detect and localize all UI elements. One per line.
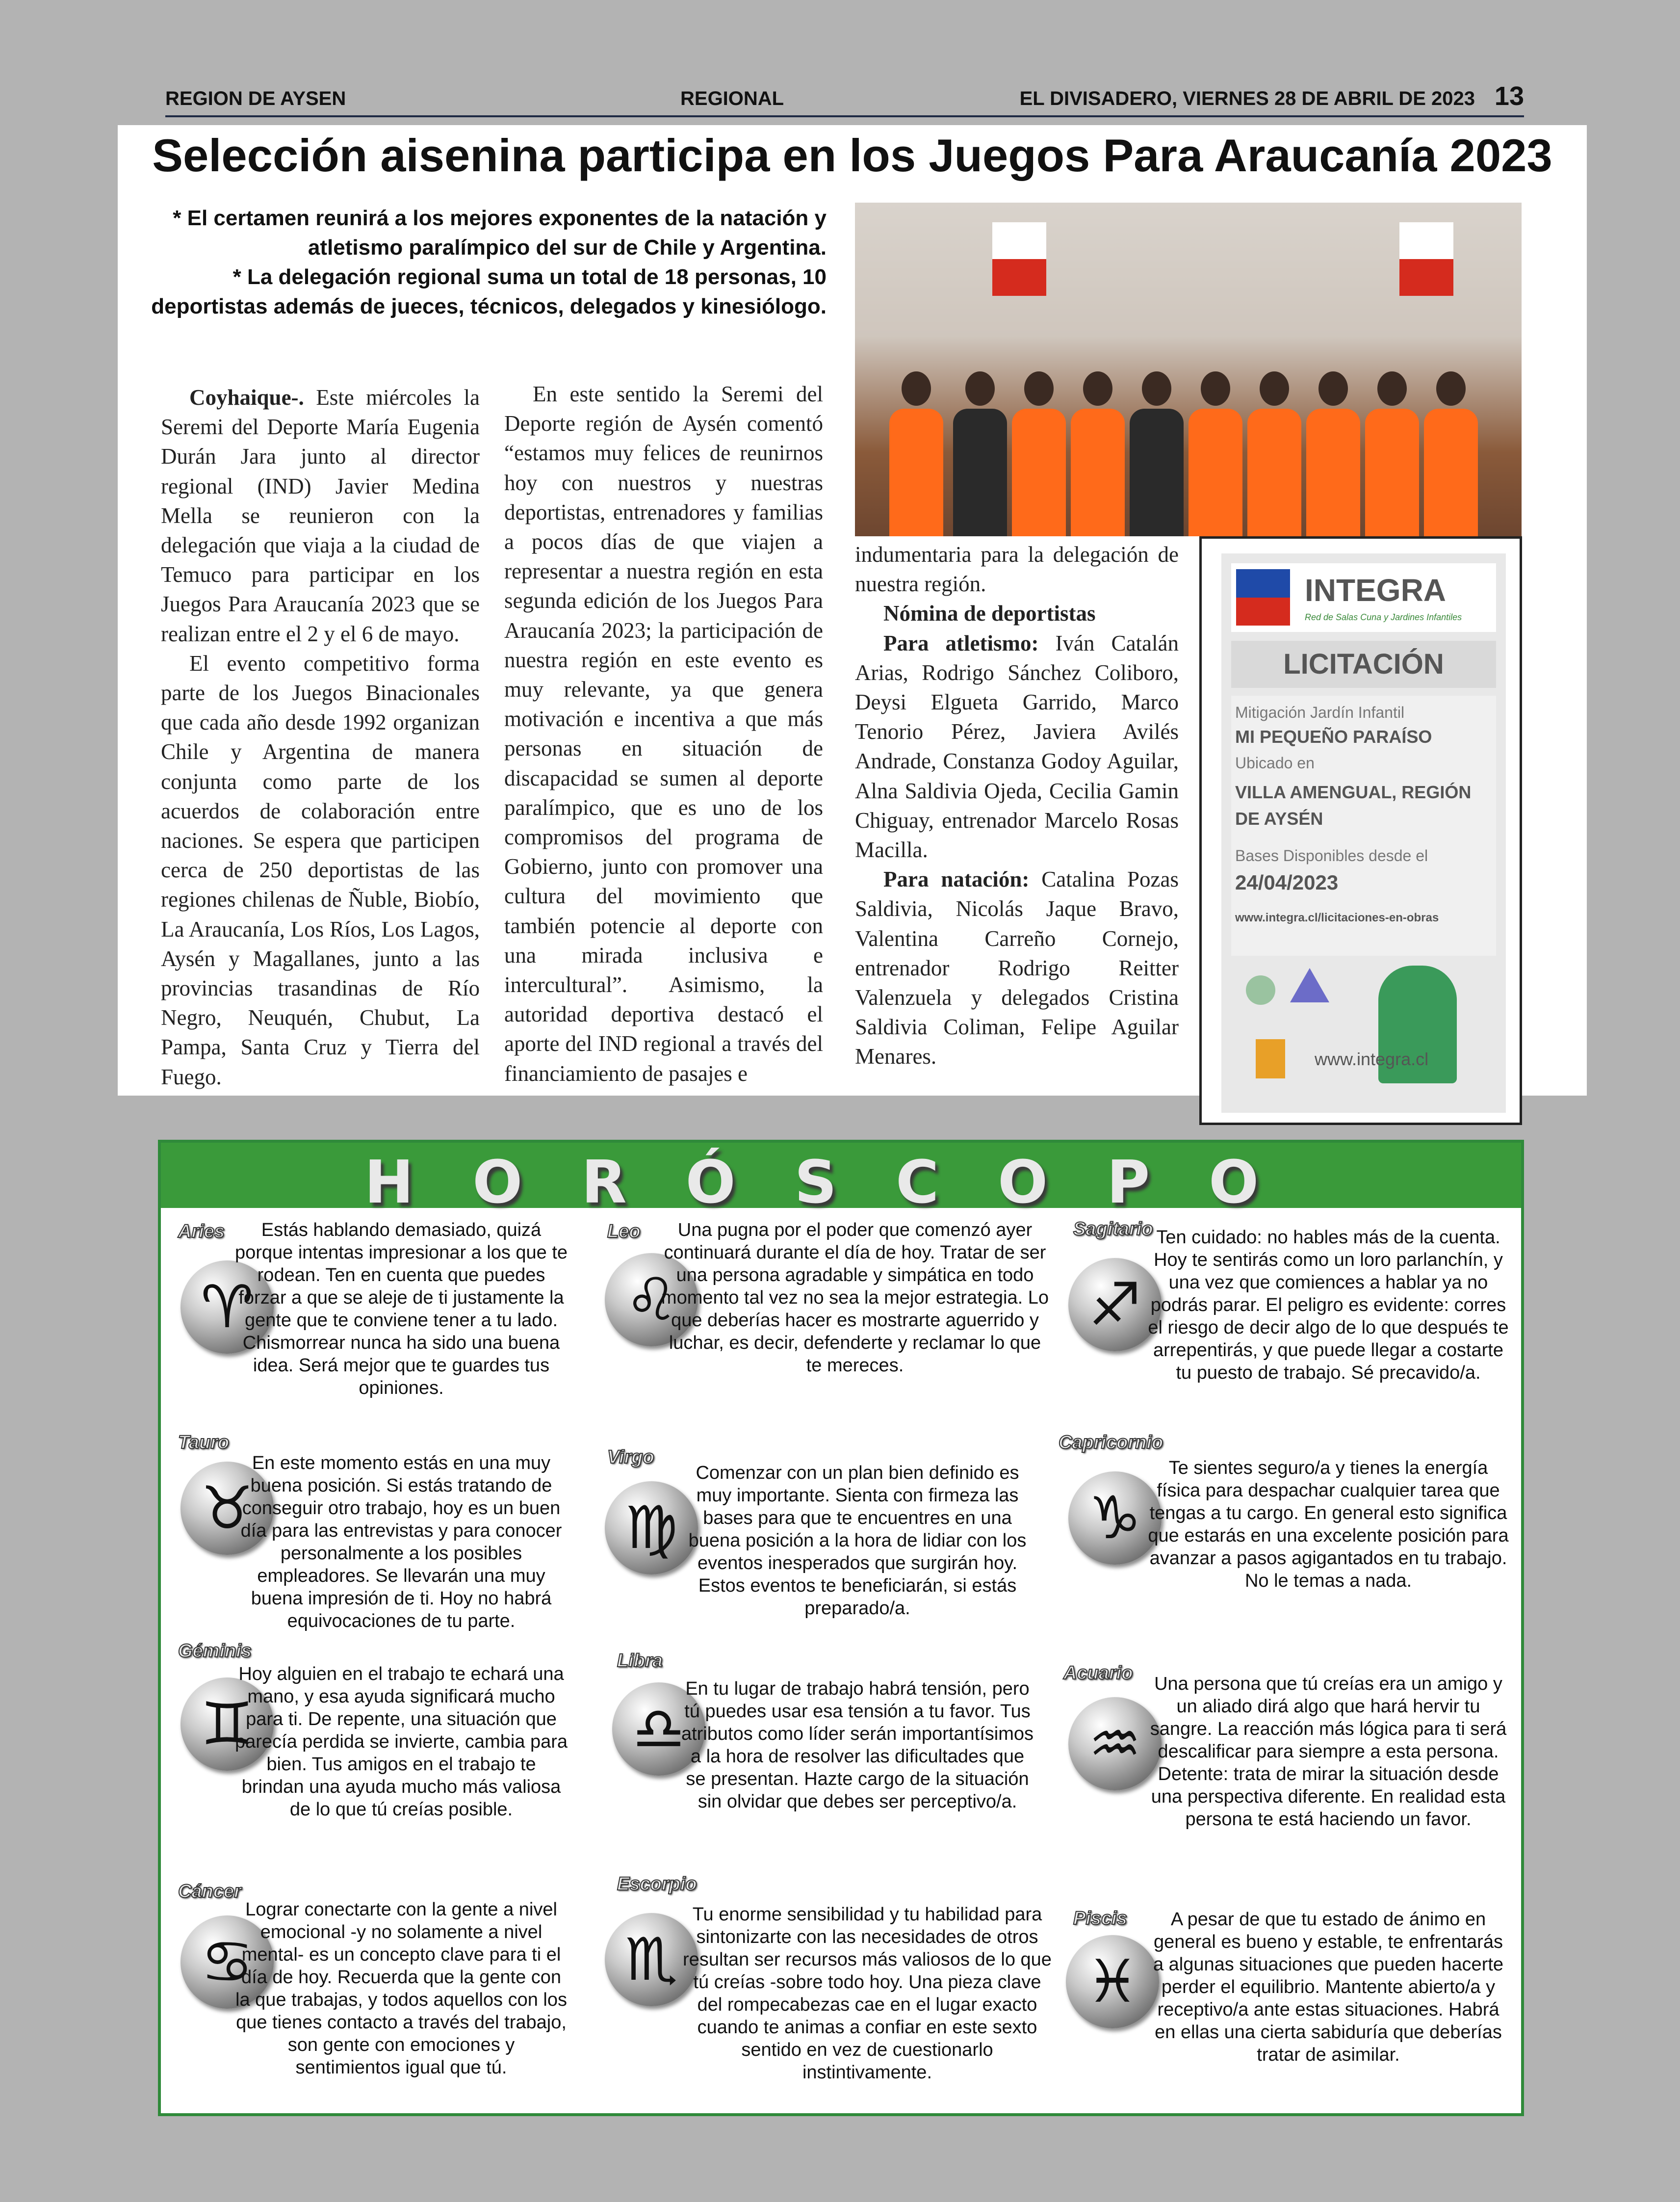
horoscope-text-libra: En tu lugar de trabajo habrá tensión, pero tú puedes usar esa tensión a tu favor. Tus atributos como líder serán importantísimos a la hora de resolver las dificultades que se presentan. Hazte cargo de la situación sin olvidar que debes ser perceptivo/a.	[681, 1678, 1034, 1812]
virgo-icon: ♍	[605, 1481, 698, 1574]
flag-banner-left	[992, 222, 1046, 296]
natacion-label: Para natación:	[883, 867, 1030, 892]
horoscope-text-acuario: Una persona que tú creías era un amigo y un aliado dirá algo que hará hervir tu sangre. La reacción más lógica para ti será descalificar para siempre a esta persona. Detente: trata de mirar la situación desde una perspectiva diferente. En realidad esta persona te está haciendo un favor.	[1150, 1674, 1507, 1830]
delegation-photo	[855, 203, 1522, 536]
page-number: 13	[1494, 81, 1524, 111]
leo-icon: ♌	[605, 1253, 698, 1346]
sign-name-acuario: Acuario	[1063, 1663, 1133, 1683]
pisces-icon: ♓	[1066, 1935, 1159, 2028]
page-header	[165, 81, 1524, 117]
gemini-icon: ♊	[181, 1678, 274, 1771]
col2-paragraph-1: En este sentido la Seremi del Deporte región de Aysén comentó “estamos muy felices de reunirnos hoy con nuestros y nuestras deportistas, entrenadores y familias a pocos días de que viajen a representar a nuestra región en esta segunda edición de los Juegos Para Araucanía 2023; la participación de nuestra región en este evento es muy relevante, ya que genera motivación e incentiva a que más personas en situación de discapacidad se sumen al deporte paralímpico, que es uno de los compromisos del programa de Gobierno, junto con promover una cultura del movimiento que también potencie al deporte con una mirada inclusiva e intercultural”. Asimismo, la autoridad deportiva destacó el aporte del IND regional a través del financiamiento de pasajes e	[504, 382, 823, 1086]
horoscope-text-geminis: Hoy alguien en el trabajo te echará una mano, y esa ayuda significará mucho para ti. De repente, una situación que parecía perdida se invierte, cambia para bien. Tus amigos en el trabajo te brindan una ayuda mucho más valiosa de lo que tú creías posible.	[234, 1664, 568, 1820]
athlete-figure	[953, 371, 1007, 536]
ad-date: 24/04/2023	[1235, 871, 1339, 894]
capricorn-icon: ♑	[1068, 1471, 1162, 1565]
sign-name-libra: Libra	[617, 1651, 663, 1671]
sign-name-virgo: Virgo	[607, 1447, 654, 1468]
horoscope-text-virgo: Comenzar con un plan bien definido es muy importante. Sienta con firmeza las bases para que te encuentres en una buena posición a la hora de lidiar con los eventos inesperados que surgirán hoy. Estos eventos te beneficiarán, si estás preparado/a.	[688, 1463, 1027, 1619]
ad-line-3: Ubicado en	[1235, 754, 1315, 772]
sign-name-tauro: Tauro	[178, 1432, 230, 1453]
ad-line-1: Mitigación Jardín Infantil	[1235, 704, 1405, 721]
horoscope-text-tauro: En este momento estás en una muy buena posición. Si estás tratando de conseguir otro trabajo, hoy es un buen día para las entrevistas y para conocer personalmente a los posibles empleadores. Se llevarán una muy buena impresión de ti. Hoy no habrá equivocaciones de tu parte.	[240, 1453, 562, 1631]
horoscope-text-piscis: A pesar de que tu estado de ánimo en general es bueno y estable, te enfrentarás a algunas situaciones que pueden hacerte perder el equilibrio. Mantente abierto/a y receptivo/a ante estas situaciones. Habrá en ellas una cierta sabiduría que deberías tratar de asimilar.	[1153, 1909, 1504, 2065]
sign-name-leo: Leo	[607, 1221, 641, 1242]
sign-name-geminis: Géminis	[178, 1641, 252, 1661]
sign-name-escorpio: Escorpio	[617, 1874, 697, 1894]
integra-subtitle: Red de Salas Cuna y Jardines Infantiles	[1305, 612, 1462, 622]
aquarius-icon: ♒	[1068, 1697, 1162, 1790]
ad-line-4: VILLA AMENGUAL, REGIÓN DE AYSÉN	[1235, 782, 1472, 829]
headline: Selección aisenina participa en los Juegos Para Araucanía 2023	[152, 130, 1552, 181]
libra-icon: ♎	[612, 1682, 705, 1776]
ad-title: LICITACIÓN	[1231, 641, 1496, 688]
section-label: REGIONAL	[680, 88, 784, 109]
sign-name-aries: Aries	[178, 1221, 225, 1242]
athlete-figure	[1365, 371, 1419, 536]
athlete-figure	[889, 371, 943, 536]
athlete-figure	[1306, 371, 1360, 536]
sagittarius-icon: ♐	[1068, 1258, 1162, 1351]
horoscope-text-capricornio: Te sientes seguro/a y tienes la energía física para despachar cualquier tarea que tengas a tu cargo. En general esto significa que estarás en una excelente posición para avanzar a pasos agigantados en tu trabajo. No le temas a nada.	[1148, 1458, 1509, 1591]
col1-paragraph-2: El evento competitivo forma parte de los Juegos Binacionales que cada año desde 1992 organizan Chile y Argentina de manera conjunta como parte de los acuerdos de colaboración entre naciones. Se espera que participen cerca de 250 deportistas de las regiones chilenas de Ñuble, Biobío, La Araucanía, Los Ríos, Los Lagos, Aysén y Magallanes, junto a las provincias trasandinas de Río Negro, Neuquén, Chubut, La Pampa, Santa Cruz y Tierra del Fuego.	[161, 651, 480, 1089]
ad-logo-bar	[1231, 563, 1496, 632]
natacion-list: Catalina Pozas Saldivia, Nicolás Jaque Bravo, Valentina Carreño Cornejo, entrenador Rodrigo Reitter Valenzuela y delegados Cristina Saldivia Coliman, Felipe Aguilar Menares.	[855, 867, 1179, 1069]
region-label: REGION DE AYSEN	[165, 88, 346, 109]
article-column-1	[161, 383, 480, 1092]
athlete-figure	[1424, 371, 1478, 536]
atletismo-label: Para atletismo:	[883, 630, 1039, 655]
athlete-figure	[1071, 371, 1125, 536]
horoscope-text-cancer: Lograr conectarte con la gente a nivel emocional -y no solamente a nivel mental- es un concepto clave para ti el día de hoy. Recuerda que la gente con la que trabajas, y todos aquellos con los que tienes contacto a través del trabajo, son gente con emociones y sentimientos igual que tú.	[235, 1899, 567, 2078]
triangle-shape-icon	[1290, 968, 1329, 1002]
sign-name-sagitario: Sagitario	[1073, 1219, 1153, 1239]
taurus-icon: ♉	[181, 1462, 274, 1555]
article-bullets	[147, 204, 827, 321]
integra-ad	[1199, 536, 1522, 1125]
ad-details	[1231, 696, 1496, 956]
horoscope-text-leo: Una pugna por el poder que comenzó ayer continuará durante el día de hoy. Tratar de ser una persona agradable y simpática en todo momento tal vez no sea la mejor estrategia. Lo que deberías hacer es mostrarte aguerrido y luchar, es decir, defenderte y reclamar lo que te mereces.	[661, 1220, 1049, 1376]
col3-paragraph-0: indumentaria para la delegación de nuestra región.	[855, 542, 1179, 597]
horoscope-section	[158, 1140, 1524, 2116]
circle-shape-icon	[1246, 975, 1275, 1005]
ad-line-2: MI PEQUEÑO PARAÍSO	[1235, 727, 1432, 747]
sign-name-capricornio: Capricornio	[1059, 1432, 1163, 1453]
cancer-icon: ♋	[181, 1915, 274, 2009]
nomina-heading: Nómina de deportistas	[883, 601, 1096, 626]
athlete-figure	[1012, 371, 1066, 536]
house-icon	[1256, 1039, 1285, 1078]
athlete-figure	[1247, 371, 1301, 536]
horoscope-text-sagitario: Ten cuidado: no hables más de la cuenta. Hoy te sentirás como un loro parlanchín, y una vez que comiences a hablar ya no podrás parar. El peligro es evidente: corres el riesgo de decir algo de lo que después te arrepentirás, y que puede llegar a costarte tu puesto de trabajo. Sé precavido/a.	[1148, 1227, 1509, 1383]
ad-line-5: Bases Disponibles desde el	[1235, 847, 1428, 865]
ad-url[interactable]: www.integra.cl/licitaciones-en-obras	[1235, 911, 1439, 924]
dateline: Coyhaique-.	[189, 385, 304, 410]
sign-name-cancer: Cáncer	[178, 1881, 241, 1902]
flag-banner-right	[1399, 222, 1453, 296]
sign-name-piscis: Piscis	[1073, 1908, 1127, 1929]
integra-logo: INTEGRA	[1305, 573, 1446, 608]
gobierno-logo	[1236, 569, 1290, 626]
ad-footer-url[interactable]: www.integra.cl	[1315, 1049, 1429, 1069]
horoscope-text-escorpio: Tu enorme sensibilidad y tu habilidad para sintonizarte con las necesidades de otros resultan ser recursos más valiosos de lo que tú creías -sobre todo hoy. Una pieza clave del rompecabezas cae en el lugar exacto cuando te animas a confiar en este sexto sentido en vez de cuestionarlo instintivamente.	[683, 1904, 1052, 2083]
col1-paragraph-1: Este miércoles la Seremi del Deporte María Eugenia Durán Jara junto al director regional (IND) Javier Medina Mella se reunieron con la delegación que viaja a la ciudad de Temuco para participar en los Juegos Para Araucanía 2023 que se realizan entre el 2 y el 6 de mayo.	[161, 385, 480, 646]
atletismo-list: Iván Catalán Arias, Rodrigo Sánchez Coliboro, Deysi Elgueta Garrido, Marco Tenorio Pérez, Javiera Avilés Andrade, Constanza Godoy Aguilar, Alna Saldivia Ojeda, Cecilia Gamin Chiguay, entrenador Marcelo Rosas Macilla.	[855, 630, 1179, 863]
horoscope-text-aries: Estás hablando demasiado, quizá porque intentas impresionar a los que te rodean. Ten en cuenta que puedes forzar a que se aleje de ti justamente la gente que te conviene tener a tu lado. Chismorrear nunca ha sido una buena idea. Será mejor que te guardes tus opiniones.	[234, 1220, 568, 1398]
athlete-figure	[1189, 371, 1242, 536]
article-column-3	[855, 540, 1179, 1072]
bullet-1: * El certamen reunirá a los mejores exponentes de la natación y atletismo paralímpico del sur de Chile y Argentina.	[173, 206, 827, 260]
horoscope-title: HORÓSCOPO	[364, 1149, 1318, 1217]
scorpio-icon: ♏	[605, 1913, 698, 2006]
ad-panel	[1221, 553, 1506, 1113]
bullet-2: * La delegación regional suma un total de 18 personas, 10 deportistas además de jueces, técnicos, delegados y kinesiólogo.	[151, 265, 827, 318]
edition-date: EL DIVISADERO, VIERNES 28 DE ABRIL DE 2023	[1019, 88, 1475, 109]
article-column-2	[504, 379, 823, 1088]
athlete-figure	[1130, 371, 1184, 536]
aries-icon: ♈	[181, 1260, 274, 1354]
